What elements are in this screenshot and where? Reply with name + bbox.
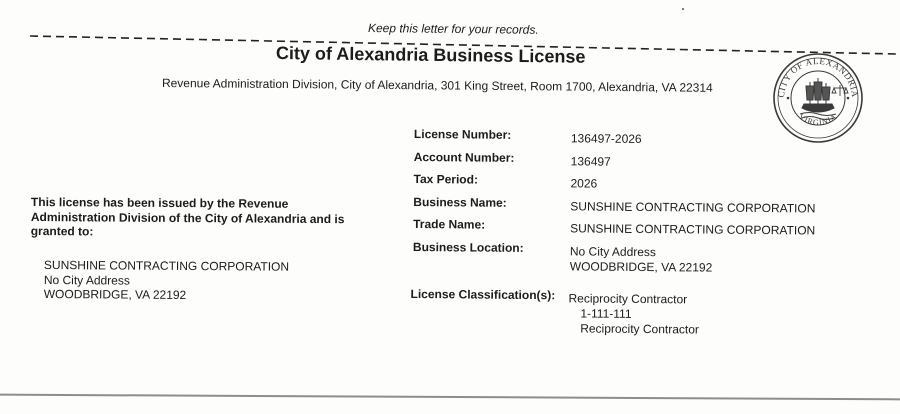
tax-period-label: Tax Period: bbox=[413, 171, 479, 187]
trade-name-label: Trade Name: bbox=[413, 216, 486, 232]
trade-name-value: SUNSHINE CONTRACTING CORPORATION bbox=[570, 221, 816, 238]
keep-records-note: Keep this letter for your records. bbox=[367, 21, 539, 37]
bottom-divider bbox=[0, 394, 900, 401]
business-name-label: Business Name: bbox=[413, 194, 507, 210]
license-classification-code: 1-111-111 bbox=[580, 305, 632, 321]
division-address: Revenue Administration Division, City of Alexandria, 301 King Street, Room 1700, Alexandria, VA 22314 bbox=[161, 76, 713, 95]
account-number-value: 136497 bbox=[570, 153, 611, 169]
license-number-value: 136497-2026 bbox=[570, 131, 642, 146]
page-title: City of Alexandria Business License bbox=[275, 43, 586, 67]
license-classification-label: License Classification(s): bbox=[410, 286, 556, 302]
license-details bbox=[412, 127, 854, 350]
grantee-name: SUNSHINE CONTRACTING CORPORATION bbox=[43, 258, 290, 274]
scan-speck bbox=[682, 8, 684, 10]
grantee-address-line2: WOODBRIDGE, VA 22192 bbox=[43, 286, 187, 302]
license-classification-line3: Reciprocity Contractor bbox=[580, 320, 700, 336]
license-classification-row bbox=[412, 286, 853, 350]
scales-icon bbox=[832, 85, 848, 96]
grantee-address-line1: No City Address bbox=[43, 272, 130, 288]
issued-statement: This license has been issued by the Revenue Administration Division of the City of Alexandria and is granted to: bbox=[30, 195, 345, 239]
seal-top-text: CITY OF ALEXANDRIA bbox=[775, 55, 861, 98]
seal-bottom-text: VIRGINIA bbox=[797, 112, 839, 128]
license-number-label: License Number: bbox=[413, 127, 512, 142]
tax-period-value: 2026 bbox=[570, 176, 598, 191]
business-location-line1: No City Address bbox=[569, 243, 657, 259]
account-number-label: Account Number: bbox=[413, 149, 515, 165]
business-name-value: SUNSHINE CONTRACTING CORPORATION bbox=[570, 198, 816, 216]
business-location-row bbox=[413, 239, 853, 285]
grantee-address-block bbox=[44, 258, 289, 303]
business-location-line2: WOODBRIDGE, VA 22192 bbox=[569, 258, 713, 275]
license-classification-line1: Reciprocity Contractor bbox=[568, 290, 688, 306]
ship-icon bbox=[800, 78, 836, 120]
business-location-label: Business Location: bbox=[412, 239, 524, 255]
